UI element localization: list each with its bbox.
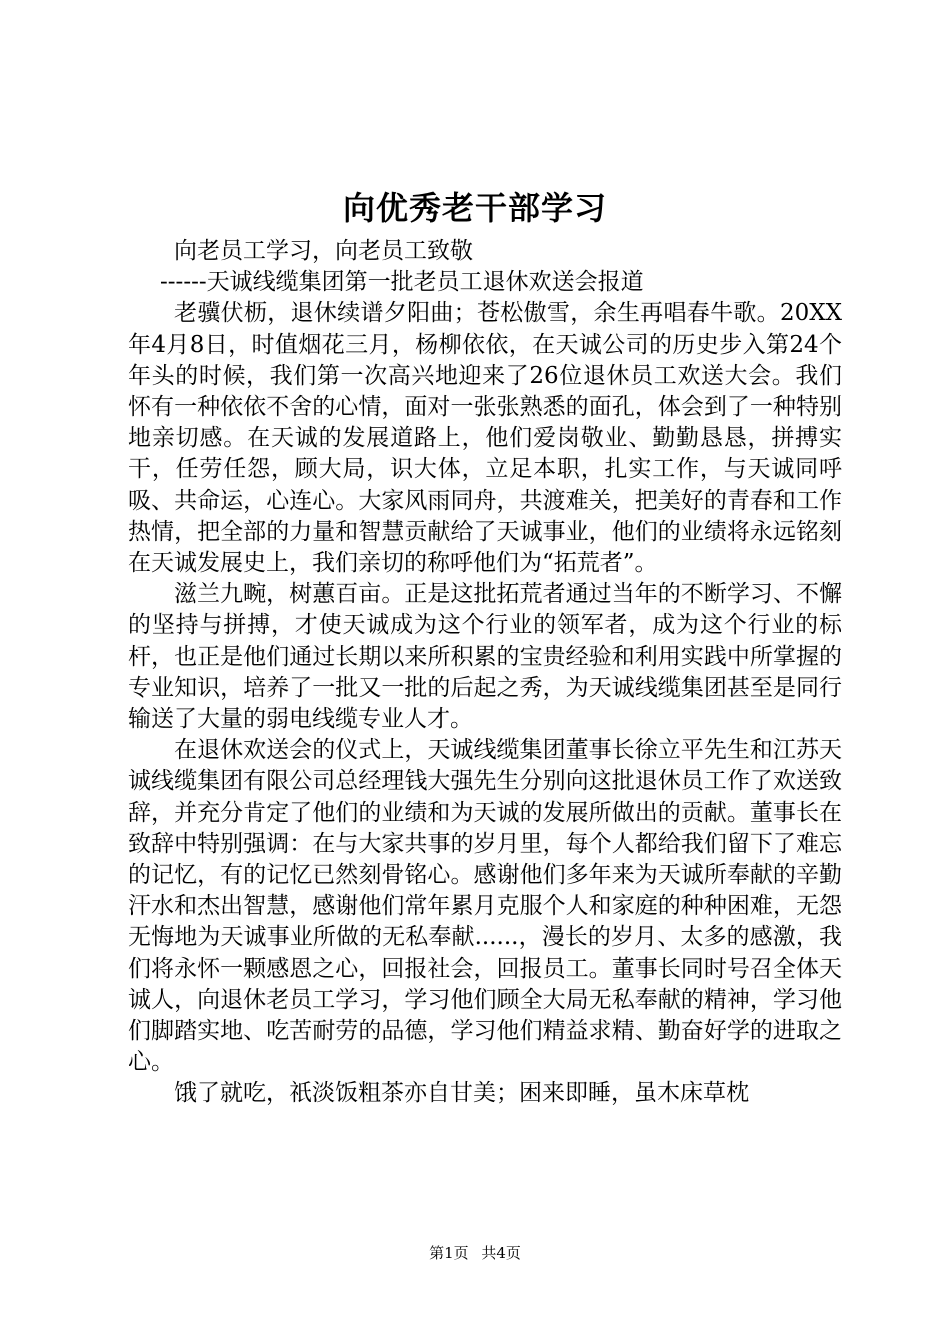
page-footer xyxy=(0,1243,950,1263)
subtitle: 向老员工学习，向老员工致敬 xyxy=(174,238,473,264)
paragraph-3: 在退休欢送会的仪式上，天诚线缆集团董事长徐立平先生和江苏天诚线缆集团有限公司总经理钱大强先生分别向这批退休员工作了欢送致辞，并充分肯定了他们的业绩和为天诚的发展所做出的贡献。董事长在致辞中特别强调：在与大家共事的岁月里，每个人都给我们留下了难忘的记忆，有的记忆已然刻骨铭心。感谢他们多年来为天诚所奉献的辛勤汗水和杰出智慧，感谢他们常年累月克服个人和家庭的种种困难，无怨无悔地为天诚事业所做的无私奉献......，漫长的岁月、太多的感激，我们将永怀一颗感恩之心，回报社会，回报员工。董事长同时号召全体天诚人，向退休老员工学习，学习他们顾全大局无私奉献的精神，学习他们脚踏实地、吃苦耐劳的品德，学习他们精益求精、勤奋好学的进取之心。 xyxy=(128,737,842,1076)
page-number: 第1页 xyxy=(429,1244,469,1262)
document-title: 向优秀老干部学习 xyxy=(342,189,607,227)
page-total: 共4页 xyxy=(481,1244,521,1262)
paragraph-2: 滋兰九畹，树蕙百亩。正是这批拓荒者通过当年的不断学习、不懈的坚持与拼搏，才使天诚成为这个行业的领军者，成为这个行业的标杆，也正是他们通过长期以来所积累的宝贵经验和利用实践中所掌握的专业知识，培养了一批又一批的后起之秀，为天诚线缆集团甚至是同行输送了大量的弱电线缆专业人才。 xyxy=(128,581,842,733)
document-body xyxy=(128,236,842,1110)
paragraph-1: 老骥伏枥，退休续谱夕阳曲；苍松傲雪，余生再唱春牛歌。20XX年4月8日，时值烟花三月，杨柳依依，在天诚公司的历史步入第24个年头的时候，我们第一次高兴地迎来了26位退休员工欢送大会。我们怀有一种依依不舍的心情，面对一张张熟悉的面孔，体会到了一种特别地亲切感。在天诚的发展道路上，他们爱岗敬业、勤勤恳恳，拼搏实干，任劳任怨，顾大局，识大体，立足本职，扎实工作，与天诚同呼吸、共命运，心连心。大家风雨同舟，共渡难关，把美好的青春和工作热情，把全部的力量和智慧贡献给了天诚事业，他们的业绩将永远铭刻在天诚发展史上，我们亲切的称呼他们为“拓荒者”。 xyxy=(128,300,842,577)
paragraph-4: 饿了就吃，祇淡饭粗茶亦自甘美；困来即睡，虽木床草枕 xyxy=(174,1080,749,1107)
byline: ------天诚线缆集团第一批老员工退休欢送会报道 xyxy=(160,269,644,296)
